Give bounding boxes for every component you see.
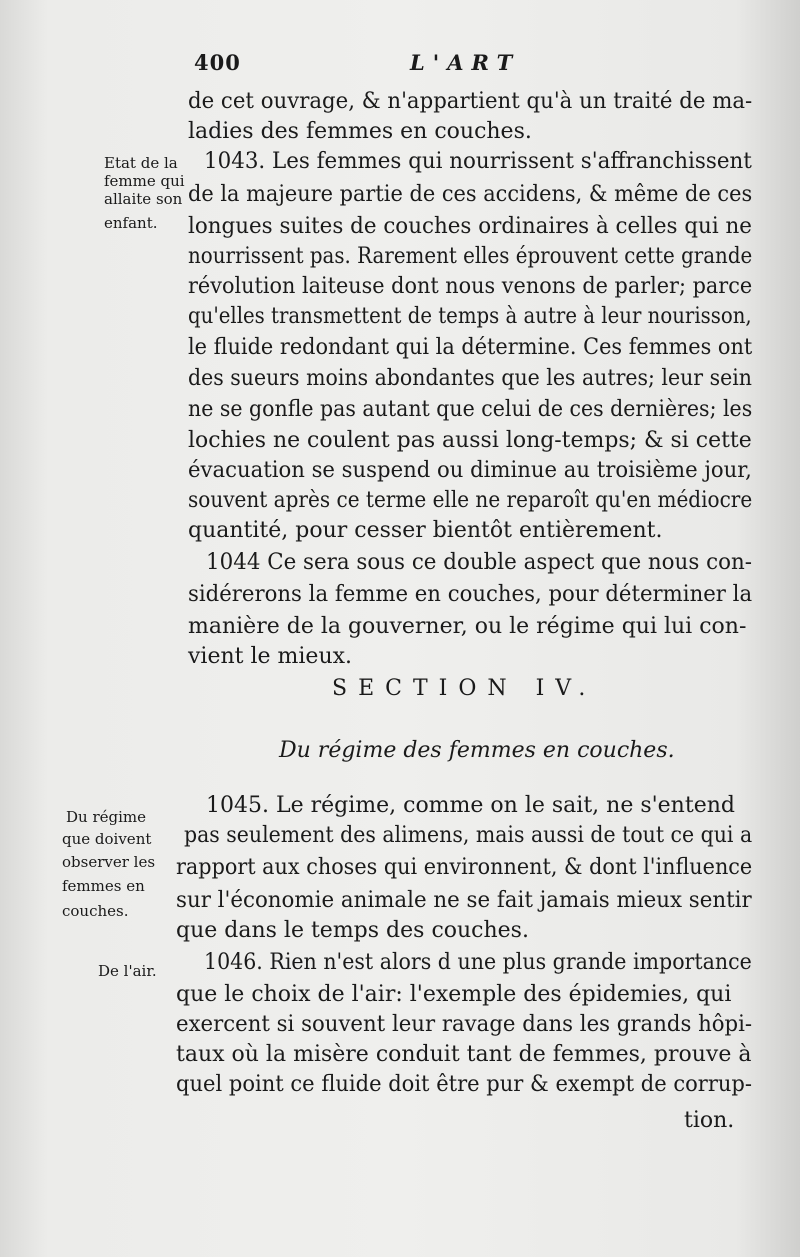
text-line: qu'elles transmettent de temps à autre à leur nourisson, [188, 304, 752, 329]
text-line: des sueurs moins abondantes que les autres; leur sein [188, 366, 752, 391]
text-line: 1043. Les femmes qui nourrissent s'affranchissent [204, 149, 752, 174]
text-line: révolution laiteuse dont nous venons de parler; parce [188, 274, 753, 299]
text-line: le fluide redondant qui la détermine. Ces femmes ont [188, 335, 753, 360]
text-line: pas seulement des alimens, mais aussi de tout ce qui a [184, 823, 753, 848]
text-line: ne se gonfle pas autant que celui de ces dernières; les [188, 397, 753, 422]
margin-note-line: femme qui [104, 172, 185, 190]
text-line: sidérerons la femme en couches, pour déterminer la [188, 582, 753, 607]
text-line: vient le mieux. [188, 644, 353, 669]
text-line: de cet ouvrage, & n'appartient qu'à un traité de ma- [188, 89, 753, 114]
text-line: tion. [684, 1108, 735, 1133]
margin-note-line: Etat de la [104, 154, 178, 172]
text-line: taux où la misère conduit tant de femmes, prouve à [176, 1042, 752, 1067]
text-line: ladies des femmes en couches. [188, 119, 532, 144]
text-line: nourrissent pas. Rarement elles éprouvent cette grande [188, 244, 753, 269]
text-line: sur l'économie animale ne se fait jamais mieux sentir [176, 888, 752, 913]
text-line: 1045. Le régime, comme on le sait, ne s'entend [206, 793, 735, 818]
section-heading: SECTION IV. [332, 676, 597, 701]
text-line: que le choix de l'air: l'exemple des épidemies, qui [176, 982, 732, 1007]
running-title: L'ART [410, 50, 521, 75]
page-number: 400 [194, 50, 241, 75]
text-line: longues suites de couches ordinaires à celles qui ne [188, 214, 752, 239]
section-subtitle: Du régime des femmes en couches. [279, 738, 675, 763]
margin-note-line: que doivent [62, 830, 152, 848]
margin-note-line: Du régime [66, 808, 147, 826]
margin-note-line: femmes en [62, 877, 145, 895]
text-line: que dans le temps des couches. [176, 918, 529, 943]
margin-note-line: enfant. [104, 214, 158, 232]
text-line: 1046. Rien n'est alors d une plus grande importance [204, 950, 752, 975]
text-line: quantité, pour cesser bientôt entièrement. [188, 518, 663, 543]
text-line: exercent si souvent leur ravage dans les grands hôpi- [176, 1012, 753, 1037]
margin-note-line: allaite son [104, 190, 183, 208]
text-line: de la majeure partie de ces accidens, & même de ces [188, 182, 753, 207]
text-line: rapport aux choses qui environnent, & dont l'influence [176, 855, 753, 880]
text-line: quel point ce fluide doit être pur & exempt de corrup- [176, 1072, 753, 1097]
text-line: manière de la gouverner, ou le régime qui lui con- [188, 614, 747, 639]
text-line: souvent après ce terme elle ne reparoît qu'en médiocre [188, 488, 753, 513]
text-line: 1044 Ce sera sous ce double aspect que nous con- [206, 550, 752, 575]
text-line: lochies ne coulent pas aussi long-temps; & si cette [188, 428, 752, 453]
text-line: évacuation se suspend ou diminue au troisième jour, [188, 458, 752, 483]
margin-note-line: observer les [62, 853, 156, 871]
margin-note-line: couches. [62, 902, 129, 920]
margin-note-line: De l'air. [98, 962, 157, 980]
